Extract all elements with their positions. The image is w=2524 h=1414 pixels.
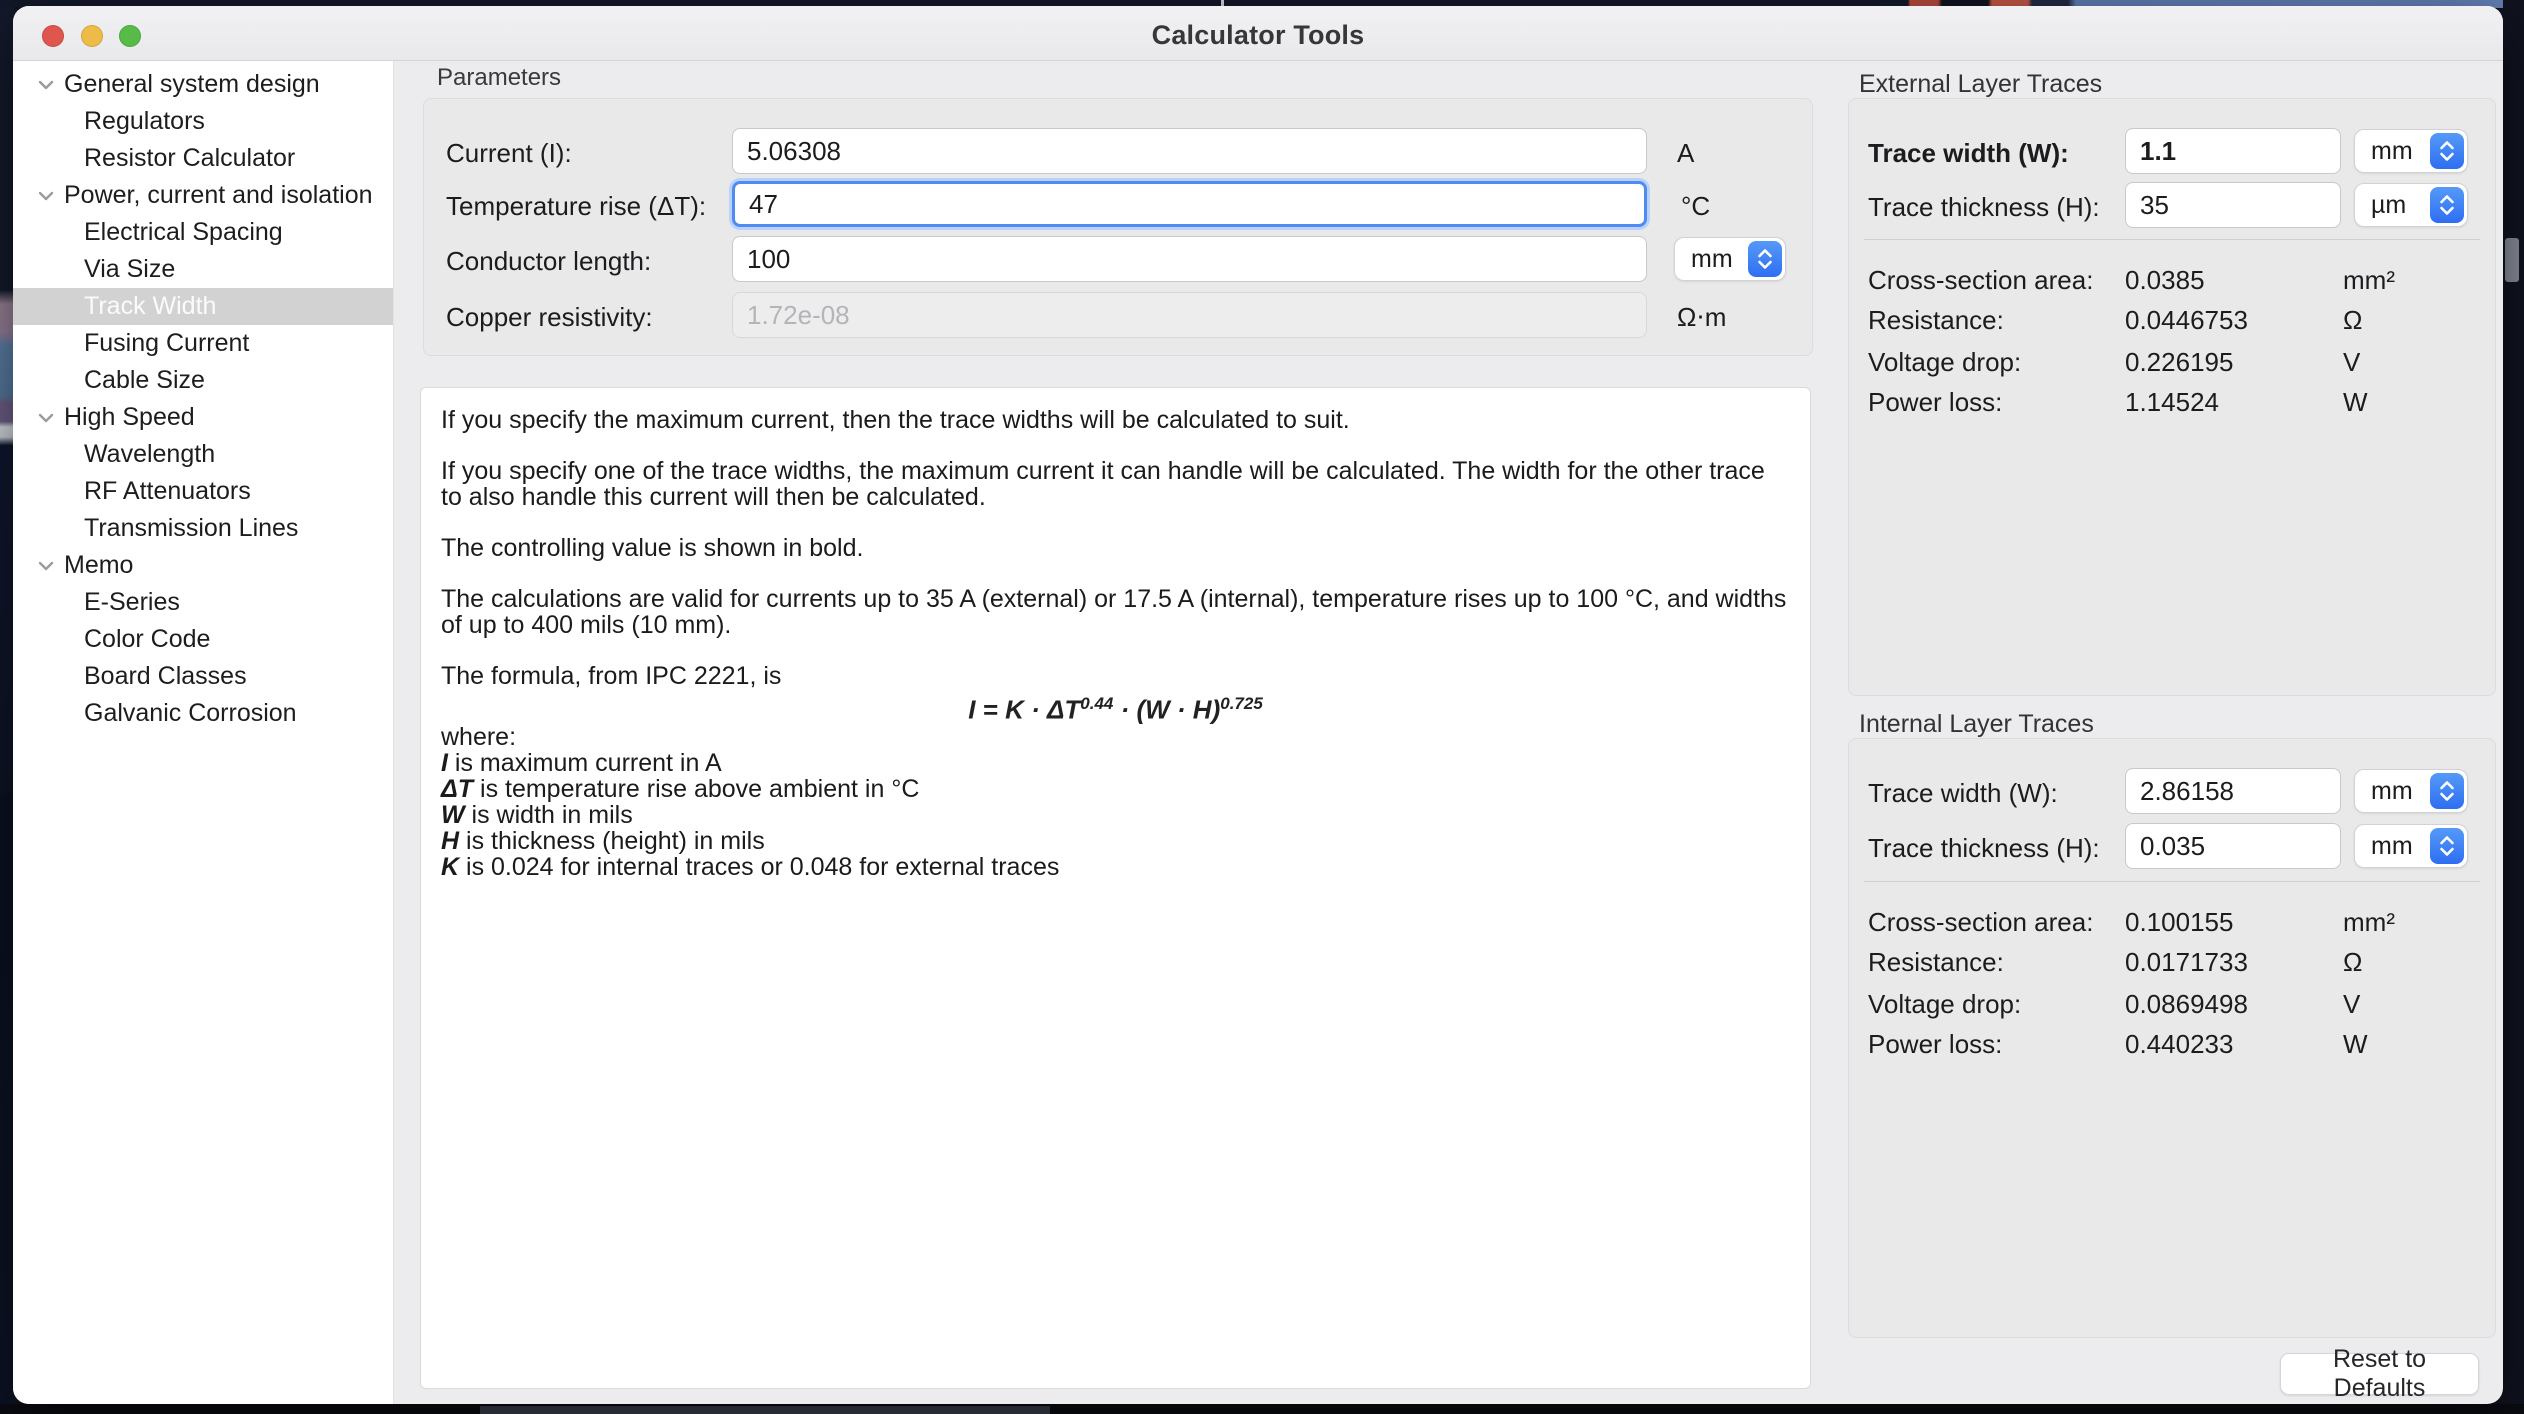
sidebar-item-board-classes[interactable] <box>13 658 393 695</box>
unit-value: mm <box>2371 776 2413 805</box>
formula-intro: The formula, from IPC 2221, is <box>441 662 782 690</box>
where-item-width: W is width in mils <box>441 800 633 829</box>
sidebar-item-rf-attenuators[interactable] <box>13 473 393 510</box>
conductor-length-input[interactable] <box>732 236 1647 282</box>
sidebar-item-track-width[interactable] <box>13 288 393 325</box>
calculator-tree <box>13 66 393 732</box>
external-power-loss-label: Power loss: <box>1868 387 2003 417</box>
internal-voltage-drop-unit: V <box>2343 989 2361 1019</box>
external-trace-thickness-input[interactable] <box>2125 182 2341 228</box>
sidebar-item-memo[interactable] <box>13 547 393 584</box>
sidebar-item-label: Track Width <box>84 292 217 320</box>
chevron-down-icon[interactable] <box>33 72 59 98</box>
desktop-background-bottom-segment <box>480 1406 1050 1414</box>
sidebar-item-regulators[interactable] <box>13 103 393 140</box>
unit-value: mm <box>2371 136 2413 165</box>
desktop-background-notch <box>2505 238 2519 282</box>
help-text-panel <box>420 387 1811 1389</box>
sidebar-item-electrical-spacing[interactable] <box>13 214 393 251</box>
sidebar-item-general-system-design[interactable] <box>13 66 393 103</box>
internal-cross-section-value: 0.100155 <box>2125 907 2234 937</box>
current-unit: A <box>1677 138 1695 168</box>
sidebar-item-label: High Speed <box>64 403 195 431</box>
internal-power-loss-value: 0.440233 <box>2125 1029 2234 1059</box>
internal-resistance-unit: Ω <box>2343 947 2363 977</box>
external-trace-width-input[interactable] <box>2125 128 2341 174</box>
chevron-down-icon[interactable] <box>33 183 59 209</box>
chevron-down-icon[interactable] <box>33 405 59 431</box>
external-cross-section-label: Cross-section area: <box>1868 265 2094 295</box>
external-layer-traces-title: External Layer Traces <box>1859 70 2103 98</box>
where-label: where: <box>441 722 517 751</box>
internal-divider <box>1864 881 2480 882</box>
where-item-height: H is thickness (height) in mils <box>441 826 765 855</box>
where-item-delta-t: ΔT is temperature rise above ambient in °C <box>441 774 920 803</box>
unit-value: µm <box>2371 190 2407 219</box>
sidebar-item-power-current-isolation[interactable] <box>13 177 393 214</box>
sidebar-item-high-speed[interactable] <box>13 399 393 436</box>
desktop-background-right <box>2503 0 2524 1414</box>
reset-to-defaults-button[interactable]: Reset to Defaults <box>2280 1353 2479 1395</box>
temperature-rise-unit: °C <box>1681 191 1711 221</box>
title-bar[interactable] <box>13 6 2503 61</box>
desktop-background-left <box>0 0 14 1414</box>
sidebar-item-transmission-lines[interactable] <box>13 510 393 547</box>
external-resistance-label: Resistance: <box>1868 305 2004 335</box>
sidebar-item-resistor-calculator[interactable] <box>13 140 393 177</box>
stepper-icon <box>1748 241 1782 277</box>
external-voltage-drop-value: 0.226195 <box>2125 347 2234 377</box>
window-title: Calculator Tools <box>1151 20 1365 50</box>
internal-resistance-label: Resistance: <box>1868 947 2004 977</box>
internal-cross-section-label: Cross-section area: <box>1868 907 2094 937</box>
help-paragraph-2: If you specify one of the trace widths, the maximum current it can handle will be calculated. The width for the other trace to also handle this current will then be calculated. <box>441 457 1765 511</box>
external-divider <box>1864 239 2480 240</box>
internal-trace-width-unit-dropdown[interactable] <box>2354 769 2468 813</box>
sidebar-item-fusing-current[interactable] <box>13 325 393 362</box>
desktop-background-bottom <box>0 1404 2524 1414</box>
chevron-down-icon[interactable] <box>33 553 59 579</box>
sidebar-item-label: Resistor Calculator <box>84 144 296 172</box>
internal-trace-width-input[interactable] <box>2125 768 2341 814</box>
help-paragraph-3: The controlling value is shown in bold. <box>441 534 864 562</box>
sidebar-item-galvanic-corrosion[interactable] <box>13 695 393 732</box>
sidebar-item-label: Power, current and isolation <box>64 181 373 209</box>
internal-layer-traces-title: Internal Layer Traces <box>1859 710 2094 738</box>
external-trace-width-label: Trace width (W): <box>1868 138 2069 168</box>
sidebar-item-via-size[interactable] <box>13 251 393 288</box>
stepper-icon <box>2430 133 2464 169</box>
internal-power-loss-label: Power loss: <box>1868 1029 2003 1059</box>
external-cross-section-unit: mm² <box>2343 265 2395 295</box>
external-resistance-value: 0.0446753 <box>2125 305 2248 335</box>
sidebar-item-wavelength[interactable] <box>13 436 393 473</box>
sidebar-item-label: Cable Size <box>84 366 205 394</box>
sidebar-item-label: General system design <box>64 70 320 98</box>
external-power-loss-value: 1.14524 <box>2125 387 2219 417</box>
external-resistance-unit: Ω <box>2343 305 2363 335</box>
sidebar-item-label: Wavelength <box>84 440 216 468</box>
temperature-rise-label: Temperature rise (ΔT): <box>446 191 707 221</box>
sidebar-item-label: Board Classes <box>84 662 247 690</box>
stepper-icon <box>2430 773 2464 809</box>
internal-trace-width-label: Trace width (W): <box>1868 778 2058 808</box>
external-trace-width-unit-dropdown[interactable] <box>2354 129 2468 173</box>
external-voltage-drop-unit: V <box>2343 347 2361 377</box>
ipc2221-formula: $I = K \cdot \Delta T^{0.44} \cdot (W \cdot H)^{0.725}$ <box>968 694 1263 725</box>
sidebar-item-label: Fusing Current <box>84 329 250 357</box>
external-voltage-drop-label: Voltage drop: <box>1868 347 2022 377</box>
sidebar-item-cable-size[interactable] <box>13 362 393 399</box>
help-paragraph-4: The calculations are valid for currents up to 35 A (external) or 17.5 A (internal), temperature rises up to 100 °C, and widths of up to 400 mils (10 mm). <box>441 585 1787 639</box>
where-item-k: K is 0.024 for internal traces or 0.048 for external traces <box>441 852 1060 881</box>
internal-voltage-drop-value: 0.0869498 <box>2125 989 2248 1019</box>
internal-cross-section-unit: mm² <box>2343 907 2395 937</box>
stepper-icon <box>2430 187 2464 223</box>
external-cross-section-value: 0.0385 <box>2125 265 2205 295</box>
calculator-tools-window <box>13 6 2503 1404</box>
internal-resistance-value: 0.0171733 <box>2125 947 2248 977</box>
sidebar-item-label: Electrical Spacing <box>84 218 283 246</box>
sidebar-item-label: E-Series <box>84 588 180 616</box>
internal-trace-thickness-unit-dropdown[interactable] <box>2354 824 2468 868</box>
internal-voltage-drop-label: Voltage drop: <box>1868 989 2022 1019</box>
sidebar-item-label: Memo <box>64 551 134 579</box>
internal-trace-thickness-label: Trace thickness (H): <box>1868 833 2100 863</box>
external-power-loss-unit: W <box>2343 387 2368 417</box>
unit-value: mm <box>1691 244 1733 273</box>
copper-resistivity-unit: Ω⋅m <box>1677 302 1727 332</box>
sidebar-item-label: Regulators <box>84 107 205 135</box>
sidebar-item-label: Color Code <box>84 625 211 653</box>
current-label: Current (I): <box>446 138 572 168</box>
stepper-icon <box>2430 828 2464 864</box>
conductor-length-label: Conductor length: <box>446 246 652 276</box>
unit-value: mm <box>2371 831 2413 860</box>
parameters-section-label: Parameters <box>437 64 562 91</box>
internal-trace-thickness-input[interactable] <box>2125 823 2341 869</box>
conductor-length-unit-dropdown[interactable] <box>1674 237 1786 281</box>
calculator-sidebar <box>13 61 394 1404</box>
help-paragraph-1: If you specify the maximum current, then the trace widths will be calculated to suit. <box>441 406 1350 434</box>
sidebar-item-label: Galvanic Corrosion <box>84 699 297 727</box>
sidebar-item-color-code[interactable] <box>13 621 393 658</box>
external-trace-thickness-unit-dropdown[interactable] <box>2354 183 2468 227</box>
temperature-rise-input[interactable] <box>732 181 1647 227</box>
copper-resistivity-label: Copper resistivity: <box>446 302 653 332</box>
current-input[interactable] <box>732 128 1647 174</box>
sidebar-item-label: Via Size <box>84 255 176 283</box>
sidebar-item-e-series[interactable] <box>13 584 393 621</box>
copper-resistivity-input <box>732 292 1647 338</box>
where-item-current: I is maximum current in A <box>441 748 722 777</box>
sidebar-item-label: RF Attenuators <box>84 477 251 505</box>
sidebar-item-label: Transmission Lines <box>84 514 299 542</box>
external-trace-thickness-label: Trace thickness (H): <box>1868 192 2100 222</box>
internal-power-loss-unit: W <box>2343 1029 2368 1059</box>
